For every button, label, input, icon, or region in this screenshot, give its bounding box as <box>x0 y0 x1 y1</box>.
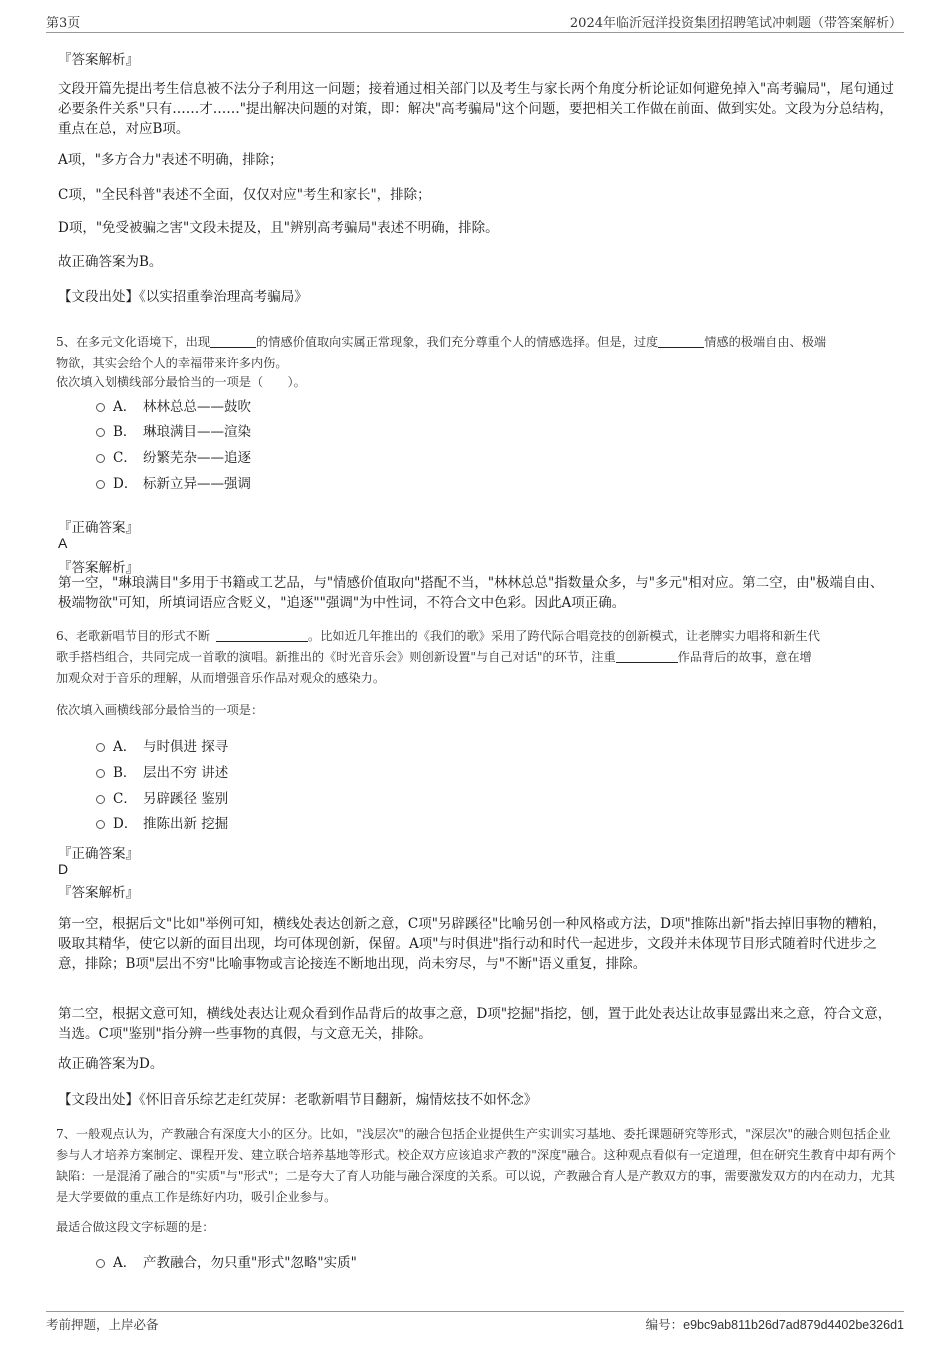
q5-option-d[interactable]: D． 标新立异——强调 <box>96 475 251 493</box>
page-number: 第3页 <box>46 16 81 31</box>
q6-stem <box>56 626 896 689</box>
q6-stem-part2: 。比如近几年推出的《我们的歌》采用了跨代际合唱竞技的创新模式，让老牌实力唱将和新生代 <box>308 629 820 643</box>
footer-slogan: 考前押题，上岸必备 <box>46 1317 159 1332</box>
q6-option-d[interactable]: D． 推陈出新 挖掘 <box>96 815 228 833</box>
radio-icon[interactable] <box>96 1259 105 1268</box>
q6-correct-label: 『正确答案』 <box>58 846 139 862</box>
q5-option-b[interactable]: B． 琳琅满目——渲染 <box>96 423 251 441</box>
q5-analysis-label: 『答案解析』 <box>58 560 139 576</box>
document-title: 2024年临沂冠洋投资集团招聘笔试冲刺题（带答案解析） <box>569 16 902 31</box>
q6-prompt: 依次填入画横线部分最恰当的一项是： <box>56 703 264 717</box>
footer-code-value: e9bc9ab811b26d7ad879d4402be326d1 <box>683 1318 904 1332</box>
footer-code <box>646 1315 904 1333</box>
q4-option-d-note: D项，"免受被骗之害"文段未提及，且"辨别高考骗局"表述不明确，排除。 <box>58 220 499 236</box>
q5-answer: A <box>58 535 68 551</box>
q6-option-c[interactable]: C． 另辟蹊径 鉴别 <box>96 790 228 808</box>
q4-source <box>58 285 308 305</box>
q5-correct-label: 『正确答案』 <box>58 520 139 536</box>
radio-icon[interactable] <box>96 820 105 829</box>
q4-analysis-para: 文段开篇先提出考生信息被不法分子利用这一问题；接着通过相关部门以及考生与家长两个角度分析论证如何避免掉入"高考骗局"，尾句通过必要条件关系"只有……才……"提出解决问题的对策，即：解决"高考骗局"这个问题，要把相关工作做在前面、做到实处。文段为分总结构，重点在总，对应B项。 <box>58 81 894 137</box>
q6-analysis-para2: 第二空，根据文意可知，横线处表达让观众看到作品背后的故事之意，D项"挖掘"指挖，刨，置于此处表达让故事显露出来之意，符合文意，当选。C项"鉴别"指分辨一些事物的真假，与文意无关，排除。 <box>58 1006 892 1042</box>
footer-divider <box>46 1311 904 1312</box>
q6-answer: D <box>58 861 69 877</box>
q5-stem-part3: 情感的极端自由、极端 <box>704 335 827 349</box>
q7-option-a[interactable]: A． 产教融合，勿只重"形式"忽略"实质" <box>96 1254 357 1272</box>
radio-icon[interactable] <box>96 428 105 437</box>
q6-conclusion: 故正确答案为D。 <box>58 1056 164 1072</box>
q6-source-title: 《怀旧音乐综艺走红荧屏：老歌新唱节目翻新，煽情炫技不如怀念》 <box>139 1092 538 1108</box>
q6-stem-line3: 加观众对于音乐的理解，从而增强音乐作品对观众的感染力。 <box>56 671 386 685</box>
radio-icon[interactable] <box>96 743 105 752</box>
radio-icon[interactable] <box>96 769 105 778</box>
q4-option-a-note: A项，"多方合力"表述不明确，排除； <box>58 152 283 168</box>
q5-prompt: 依次填入划横线部分最恰当的一项是（ ）。 <box>56 375 306 389</box>
q4-analysis-label: 『答案解析』 <box>58 52 139 68</box>
q5-option-a[interactable]: A． 林林总总——鼓吹 <box>96 398 251 416</box>
q4-source-title: 《以实招重拳治理高考骗局》 <box>139 289 308 305</box>
q6-stem-line2: 歌手搭档组合，共同完成一首歌的演唱。新推出的《时光音乐会》则创新设置"与自己对话"的环节，注重 <box>56 650 616 664</box>
q6-option-a[interactable]: A． 与时俱进 探寻 <box>96 738 228 756</box>
radio-icon[interactable] <box>96 795 105 804</box>
q6-option-b[interactable]: B． 层出不穷 讲述 <box>96 764 228 782</box>
q4-source-label: 【文段出处】 <box>58 289 139 305</box>
q6-stem-part1: 6、老歌新唱节目的形式不断 <box>56 629 211 643</box>
q5-analysis: 第一空，"琳琅满目"多用于书籍或工艺品，与"情感价值取向"搭配不当，"林林总总"指数量众多，与"多元"相对应。第二空，由"极端自由、极端物欲"可知，所填词语应含贬义，"追逐""强调"为中性词，不符合文中色彩。因此A项正确。 <box>58 575 884 611</box>
q5-blank-1 <box>210 335 256 348</box>
q5-option-c[interactable]: C． 纷繁芜杂——追逐 <box>96 449 251 467</box>
q7-stem: 7、一般观点认为，产教融合有深度大小的区分。比如，"浅层次"的融合包括企业提供生产实训实习基地、委托课题研究等形式，"深层次"的融合则包括企业参与人才培养方案制定、课程开发、建立联合培养基地等形式。校企双方应该追求产教的"深度"融合。这种观点看似有一定道理，但在研究生教育中却有两个缺陷：一是混淆了融合的"实质"与"形式"；二是夸大了育人功能与融合深度的关系。可以说，产教融合育人是产教双方的事，需要激发双方的内在动力，尤其是大学要做的重点工作是练好内功，吸引企业参与。 <box>56 1127 896 1204</box>
q6-source-label: 【文段出处】 <box>58 1092 139 1108</box>
q5-blank-2 <box>658 335 704 348</box>
q5-stem-line2: 物欲，其实会给个人的幸福带来许多内伤。 <box>56 356 288 370</box>
radio-icon[interactable] <box>96 403 105 412</box>
q4-conclusion: 故正确答案为B。 <box>58 254 163 270</box>
q5-stem-part1: 5、在多元文化语境下，出现 <box>56 335 211 349</box>
q6-source <box>58 1088 537 1108</box>
q7-prompt: 最适合做这段文字标题的是： <box>56 1220 215 1234</box>
q6-analysis-label: 『答案解析』 <box>58 885 139 901</box>
header-divider <box>46 32 904 33</box>
footer-code-label: 编号： <box>645 1317 684 1332</box>
q5-stem-part2: 的情感价值取向实属正常现象，我们充分尊重个人的情感选择。但是，过度 <box>256 335 659 349</box>
q4-option-c-note: C项，"全民科普"表述不全面，仅仅对应"考生和家长"，排除； <box>58 187 431 203</box>
q5-stem <box>56 332 896 374</box>
radio-icon[interactable] <box>96 454 105 463</box>
q6-stem-line2b: 作品背后的故事，意在增 <box>677 650 812 664</box>
q6-blank-2 <box>616 650 678 663</box>
q6-analysis-para1: 第一空，根据后文"比如"举例可知，横线处表达创新之意，C项"另辟蹊径"比喻另创一种风格或方法，D项"推陈出新"指去掉旧事物的糟粕，吸取其精华，使它以新的面目出现，均可体现创新，保留。A项"与时俱进"指行动和时代一起进步，文段并未体现节目形式随着时代进步之意，排除；B项"层出不穷"比喻事物或言论接连不断地出现，尚未穷尽，与"不断"语义重复，排除。 <box>58 916 886 972</box>
radio-icon[interactable] <box>96 480 105 489</box>
q6-blank-1 <box>216 629 308 642</box>
